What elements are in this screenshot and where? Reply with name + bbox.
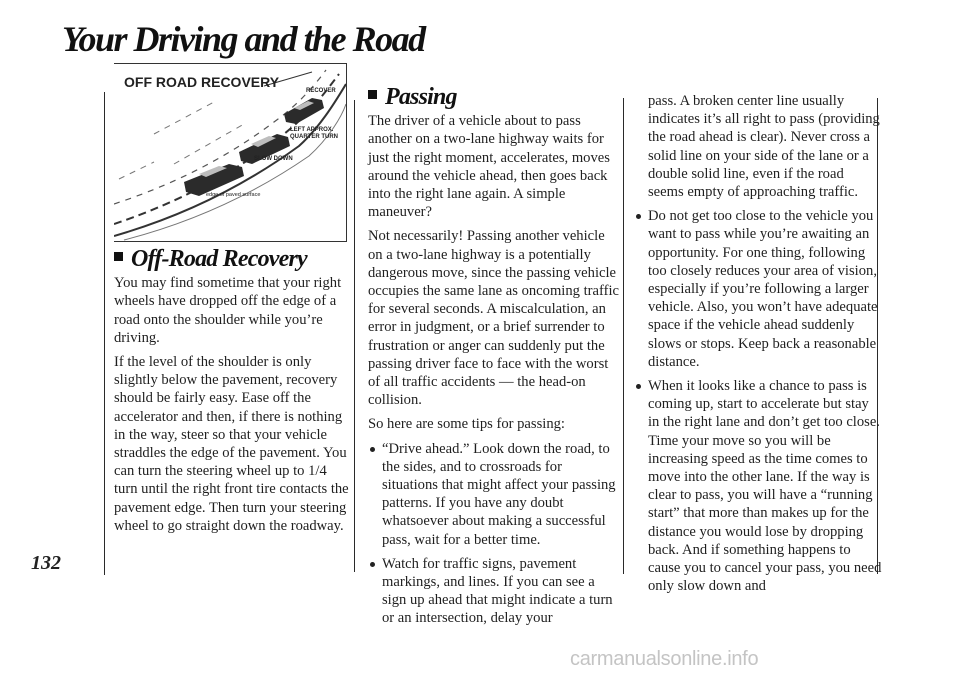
passing-tips-list-continued [634, 207, 882, 595]
margin-rule [104, 92, 105, 575]
column-divider-1 [354, 100, 355, 572]
paragraph: So here are some tips for passing: [368, 416, 565, 433]
off-road-heading [114, 246, 350, 272]
off-road-heading-text: Off-Road Recovery [131, 246, 307, 272]
paragraph: If the level of the shoulder is only slightly below the pavement, recovery should be fairly easy. Ease off the accelerator and then, if there is nothing in the way, steer so that your vehicle straddles the edge of the pavement. You can turn the steering wheel up to 1/4 turn until the right front tire contacts the pavement edge. Then turn your steering wheel to go straight down the roadway. [114, 354, 349, 534]
bullet-icon [370, 447, 375, 452]
list-item [368, 555, 620, 628]
list-item-text: When it looks like a chance to pass is coming up, start to accelerate but stay in the right lane and don’t get too close. Time your move so you will be increasing speed as the time comes to move into the other lane. If the way is clear to pass, you will have a “running start” that more than makes up for the distance you would lose by dropping back. And if something happens to cause you to cancel your pass, you need only slow down and [648, 378, 882, 595]
passing-heading [368, 84, 620, 110]
list-item [368, 440, 620, 549]
heading-bullet [114, 252, 123, 261]
list-item-text: Watch for traffic signs, pavement markings, and lines. If you can see a sign up ahead that might indicate a turn or an intersection, delay your [382, 555, 613, 627]
paragraph: You may find sometime that your right wheels have dropped off the edge of a road onto the shoulder while you’re driving. [114, 275, 342, 346]
column-divider-2 [623, 98, 624, 574]
bullet-icon [636, 384, 641, 389]
list-item [634, 207, 882, 371]
page-title: Your Driving and the Road [62, 19, 425, 59]
label-slow-down: SLOW DOWN [254, 156, 293, 162]
paragraph: pass. A broken center line usually indicates it’s all right to pass (providing the road ahead is clear). Never cross a solid line on your side of the lane or a double solid line, even if the road seems empty of approaching traffic. [648, 93, 880, 201]
page-number: 132 [31, 552, 61, 574]
passing-tips-list [368, 440, 620, 628]
list-item-text: “Drive ahead.” Look down the road, to the sides, and to crossroads for situations that might affect your passing patterns. If you have any doubt whatsoever about making a successful pass, wait for a better time. [382, 440, 616, 548]
figure-title: OFF ROAD RECOVERY [124, 74, 280, 90]
passing-continued [634, 92, 882, 601]
label-left-turn: LEFT APPROX. QUARTER TURN [290, 127, 338, 140]
off-road-recovery-illustration [114, 63, 347, 242]
heading-bullet [368, 90, 377, 99]
watermark: carmanualsonline.info [570, 648, 759, 670]
passing-section [368, 84, 620, 634]
paragraph: The driver of a vehicle about to pass another on a two-lane highway waits for just the right moment, accelerates, moves around the vehicle ahead, then goes back into the right lane again. A simple maneuver? [368, 113, 610, 221]
list-item-text: Do not get too close to the vehicle you want to pass while you’re awaiting an opportunity. For one thing, following too closely reduces your area of vision, especially if you’re following a larger vehicle. Also, you won’t have adequate space if the vehicle ahead suddenly slows or stops. Keep back a reasonable distance. [648, 208, 878, 370]
paragraph: Not necessarily! Passing another vehicle on a two-lane highway is a potentially dangerous move, since the passing vehicle occupies the same lane as oncoming traffic for several seconds. A miscalculation, an error in judgment, or a brief surrender to frustration or anger can suddenly put the passing driver face to face with the worst of all traffic accidents — the head-on collision. [368, 228, 619, 409]
passing-heading-text: Passing [385, 84, 457, 110]
label-recover: RECOVER [306, 88, 336, 94]
bullet-icon [636, 214, 641, 219]
bullet-icon [370, 562, 375, 567]
label-edge: edge of paved surface [206, 192, 261, 198]
off-road-recovery-section [114, 246, 350, 541]
car-upper [284, 98, 324, 124]
list-item [634, 377, 882, 595]
